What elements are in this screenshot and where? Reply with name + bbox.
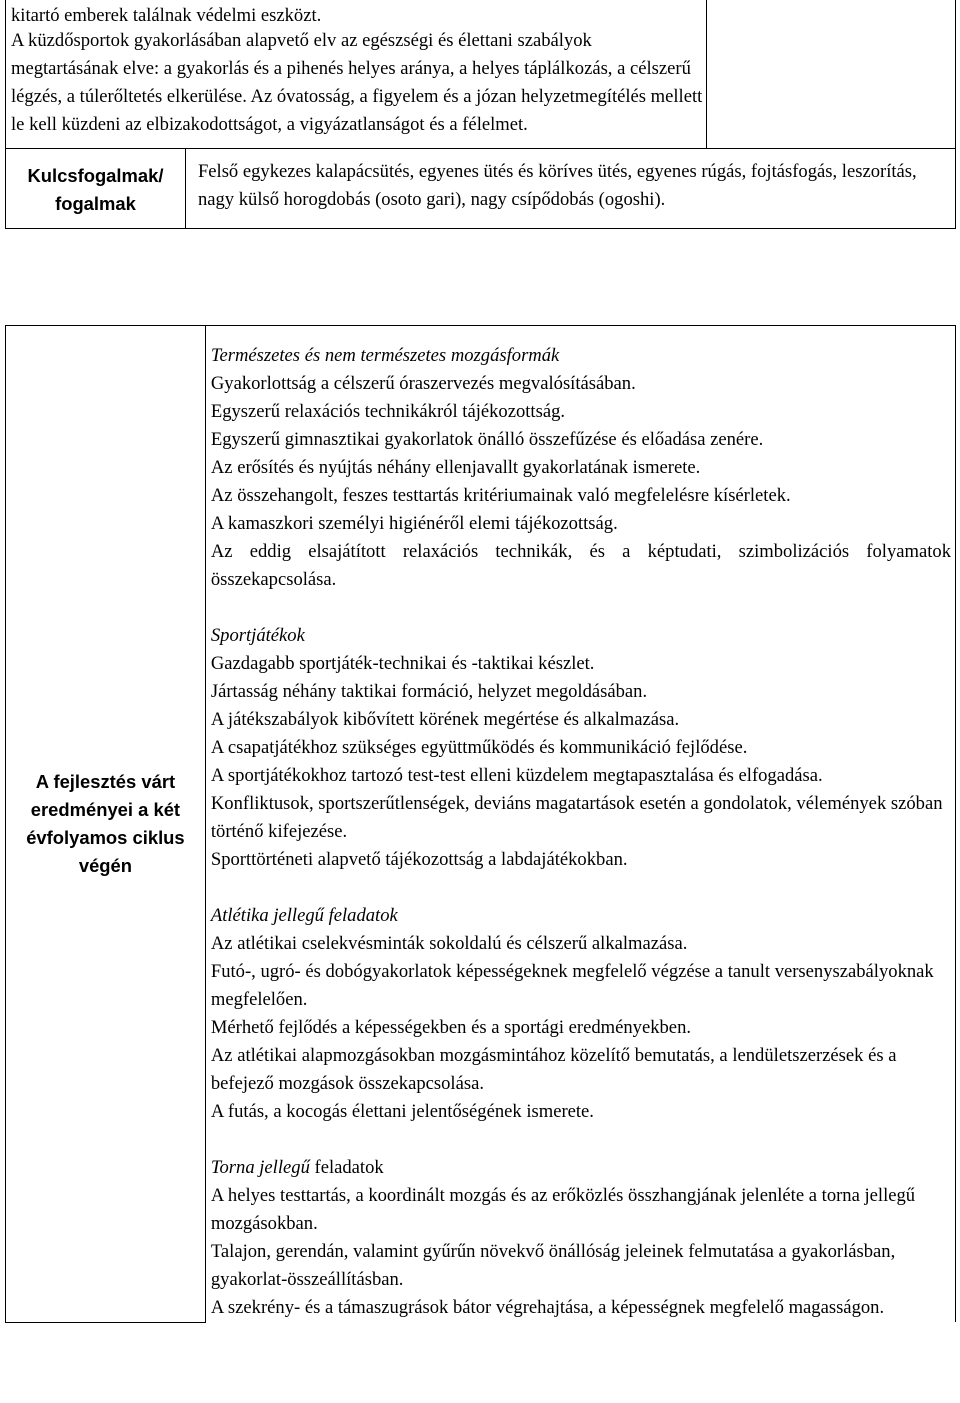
list-item: Gyakorlottság a célszerű óraszervezés megvalósításában. (210, 373, 636, 394)
curriculum-table-results (5, 325, 956, 1323)
list-item: Egyszerű relaxációs technikákról tájékozottság. (210, 401, 566, 422)
section-athletics (211, 902, 951, 1126)
list-item: Jártasság néhány taktikai formáció, helyzet megoldásában. (210, 681, 648, 702)
section-sports-games (211, 622, 951, 874)
list-item: Talajon, gerendán, valamint gyűrűn növekvő önállóság jeleinek felmutatása a gyakorlásban, gyakorlat-összeállításban. (210, 1241, 896, 1290)
intro-cell (6, 0, 707, 149)
list-item: Az eddig elsajátított relaxációs technikák, és a képtudati, szimbolizációs folyamatok összekapcsolása. (210, 541, 951, 590)
list-item: Sporttörténeti alapvető tájékozottság a labdajátékokban. (210, 849, 628, 870)
key-concepts-label (8, 162, 183, 218)
list-item: Az összehangolt, feszes testtartás kritériumainak való megfelelésre kísérletek. (210, 485, 791, 506)
list-item: Futó-, ugró- és dobógyakorlatok képességeknek megfelelő végzése a tanult versenyszabályoknak megfelelően. (210, 961, 934, 1010)
key-concepts-label-line2: fogalmak (55, 193, 136, 214)
intro-empty-cell (707, 0, 956, 149)
section-title-gymnastics (211, 1154, 951, 1182)
list-item: A sportjátékokhoz tartozó test-test elleni küzdelem megtapasztalása és elfogadása. (210, 765, 823, 786)
section-title-sports-games: Sportjátékok (210, 625, 305, 646)
list-item: Mérhető fejlődés a képességekben és a sportági eredményekben. (210, 1017, 692, 1038)
list-item: Konfliktusok, sportszerűtlenségek, deviáns magatartások esetén a gondolatok, vélemények szóban történő kifejezése. (210, 793, 943, 842)
results-label-cell (6, 326, 206, 1323)
list-item: Az erősítés és nyújtás néhány ellenjavallt gyakorlatának ismerete. (210, 457, 701, 478)
key-concepts-label-cell (6, 149, 186, 229)
key-concepts-label-line1: Kulcsfogalmak/ (27, 165, 164, 186)
list-item: A szekrény- és a támaszugrások bátor végrehajtása, a képességnek megfelelő magasságon. (210, 1297, 885, 1318)
intro-paragraph: A küzdősportok gyakorlásában alapvető elv az egészségi és élettani szabályok megtartásának elve: a gyakorlás és a pihenés helyes aránya, a helyes táplálkozás, a célszerű légzés, a túlerőltetés elkerülése. Az óvatosság, a figyelem és a józan helyzetmegítélés mellett le kell küzdeni az elbizakodottságot, a vigyázatlanságot és a félelmet. (11, 30, 703, 135)
section-natural-movement (211, 342, 951, 594)
section-gymnastics (211, 1154, 951, 1322)
list-item: Gazdagabb sportjáték-technikai és -taktikai készlet. (210, 653, 595, 674)
section-title-natural-movement: Természetes és nem természetes mozgásformák (210, 345, 560, 366)
key-concepts-text: Felső egykezes kalapácsütés, egyenes ütés és köríves ütés, egyenes rúgás, fojtásfogás, leszorítás, nagy külső horogdobás (osoto gari), nagy csípődobás (ogoshi). (197, 161, 917, 210)
section-title-athletics: Atlétika jellegű feladatok (210, 905, 398, 926)
section-title-gymnastics-rest: feladatok (309, 1157, 384, 1178)
list-item: A futás, a kocogás élettani jelentőségének ismerete. (210, 1101, 594, 1122)
results-content-cell (205, 326, 955, 1323)
list-item: A csapatjátékhoz szükséges együttműködés és kommunikáció fejlődése. (210, 737, 748, 758)
list-item: A játékszabályok kibővített körének megértése és alkalmazása. (210, 709, 680, 730)
list-item: A kamaszkori személyi higiénéről elemi tájékozottság. (210, 513, 618, 534)
section-title-gymnastics-italic: Torna jellegű (210, 1157, 310, 1178)
list-item: A helyes testtartás, a koordinált mozgás és az erőközlés összhangjának jelenléte a torna jellegű mozgásokban. (210, 1185, 916, 1234)
results-label: A fejlesztés várt eredményei a két évfolyamos ciklus végén (26, 770, 185, 876)
list-item: Az atlétikai alapmozgásokban mozgásmintához közelítő bemutatás, a lendületszerzések és a befejező mozgások összekapcsolása. (210, 1045, 897, 1094)
curriculum-table-top (5, 0, 956, 229)
intro-line-continued: kitartó emberek találnak védelmi eszközt. (11, 5, 322, 26)
key-concepts-text-cell (185, 149, 955, 229)
list-item: Egyszerű gimnasztikai gyakorlatok önálló összefűzése és előadása zenére. (210, 429, 764, 450)
results-row (6, 326, 956, 1323)
intro-row (6, 0, 956, 149)
list-item: Az atlétikai cselekvésminták sokoldalú és célszerű alkalmazása. (210, 933, 688, 954)
key-concepts-row (6, 149, 956, 229)
